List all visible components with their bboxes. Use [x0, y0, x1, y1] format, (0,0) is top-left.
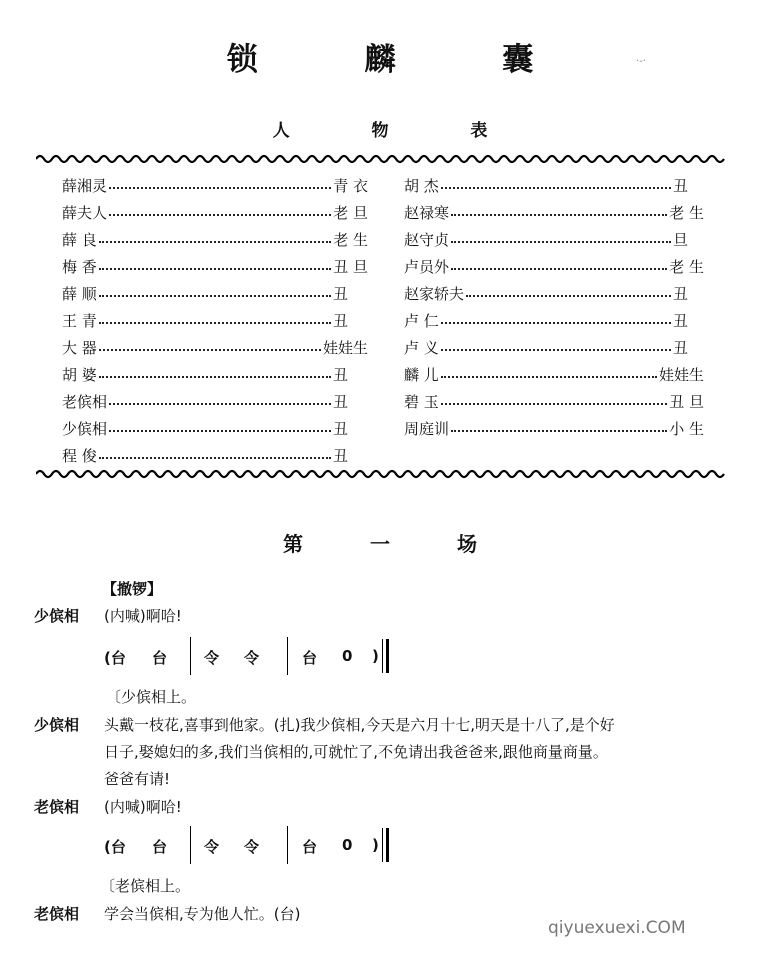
cast-role: 丑 [672, 284, 688, 303]
cast-name: 程 俊 [62, 446, 97, 465]
leader-dots [99, 457, 331, 459]
cast-role: 老 旦 [333, 203, 368, 222]
cast-row [62, 335, 368, 359]
cast-name: 卢员外 [404, 257, 450, 276]
cast-role: 丑 [672, 311, 688, 330]
cast-row [62, 362, 348, 386]
leader-dots [109, 430, 331, 432]
cast-name: 老傧相 [62, 392, 108, 411]
cast-row [62, 200, 368, 224]
cast-role: 青 衣 [333, 176, 368, 195]
cast-role: 小 生 [669, 419, 704, 438]
dialogue-line: 学会当傧相,专为他人忙。(台) [104, 905, 301, 923]
end-bar-thick [386, 828, 389, 862]
beat-syllable: 台 [302, 838, 318, 856]
speaker-label: 少傧相 [34, 607, 80, 625]
cast-role: 丑 [672, 338, 688, 357]
leader-dots [441, 349, 671, 351]
cast-role: 丑 [332, 419, 348, 438]
dialogue-line: 爸爸有请! [104, 770, 171, 788]
stage-cue: 【撤锣】 [102, 580, 163, 598]
stage-direction: 〔老傧相上。 [100, 877, 191, 895]
cast-name: 薛 良 [62, 230, 97, 249]
cast-row [404, 416, 704, 440]
cast-role: 丑 [332, 284, 348, 303]
beat-syllable: 令 [244, 649, 260, 667]
cast-row [62, 389, 348, 413]
cast-role: 丑 [332, 392, 348, 411]
dialogue-line: (内喊)啊哈! [104, 798, 182, 816]
cast-role: 娃娃生 [658, 365, 704, 384]
cast-row [62, 308, 348, 332]
beat-syllable: 台 [302, 649, 318, 667]
cast-row [404, 281, 688, 305]
percussion-notation [104, 826, 404, 866]
bar-line [190, 637, 191, 675]
cast-name: 胡 婆 [62, 365, 97, 384]
cast-role: 丑 [332, 446, 348, 465]
cast-name: 卢 仁 [404, 311, 439, 330]
cast-name: 薛 顺 [62, 284, 97, 303]
site-watermark: qiyuexuexi.COM [548, 918, 686, 938]
cast-name: 梅 香 [62, 257, 97, 276]
beat-syllable: 令 [204, 649, 220, 667]
cast-name: 胡 杰 [404, 176, 439, 195]
cast-row [404, 362, 704, 386]
cast-role: 老 生 [669, 257, 704, 276]
dialogue-line: (内喊)啊哈! [104, 607, 182, 625]
cast-row [404, 308, 688, 332]
leader-dots [99, 376, 331, 378]
leader-dots [99, 295, 331, 297]
cast-role: 丑 [332, 365, 348, 384]
cast-role: 娃娃生 [322, 338, 368, 357]
beat-close: ) [372, 836, 379, 854]
beat-open: (台 [104, 649, 126, 667]
bar-line [190, 826, 191, 864]
cast-name: 少傧相 [62, 419, 108, 438]
cast-name: 周庭训 [404, 419, 450, 438]
leader-dots [451, 430, 667, 432]
cast-role: 旦 [672, 230, 688, 249]
leader-dots [109, 187, 331, 189]
cast-row [404, 335, 688, 359]
cast-role: 丑 旦 [333, 257, 368, 276]
leader-dots [99, 268, 331, 270]
cast-row [62, 227, 368, 251]
cast-role: 老 生 [333, 230, 368, 249]
cast-name: 王 青 [62, 311, 97, 330]
cast-role: 老 生 [669, 203, 704, 222]
cast-name: 麟 儿 [404, 365, 439, 384]
bar-line [287, 826, 288, 864]
cast-name: 卢 义 [404, 338, 439, 357]
beat-rest: 0 [342, 647, 353, 665]
speaker-label: 少傧相 [34, 716, 80, 734]
beat-syllable: 令 [204, 838, 220, 856]
beat-syllable: 台 [152, 838, 168, 856]
cast-row [404, 173, 688, 197]
leader-dots [451, 268, 667, 270]
cast-row [62, 254, 368, 278]
cast-row [62, 173, 368, 197]
cast-name: 薛湘灵 [62, 176, 108, 195]
end-bar-thick [386, 639, 389, 673]
speaker-label: 老傧相 [34, 798, 80, 816]
leader-dots [441, 376, 657, 378]
cast-name: 赵守贞 [404, 230, 450, 249]
dialogue-line: 日子,娶媳妇的多,我们当傧相的,可就忙了,不免请出我爸爸来,跟他商量商量。 [104, 743, 608, 761]
leader-dots [441, 322, 671, 324]
cast-name: 碧 玉 [404, 392, 439, 411]
cast-name: 赵禄寒 [404, 203, 450, 222]
cast-row [404, 389, 704, 413]
leader-dots [441, 403, 667, 405]
cast-row [404, 227, 688, 251]
beat-syllable: 令 [244, 838, 260, 856]
cast-role: 丑 [332, 311, 348, 330]
leader-dots [99, 349, 321, 351]
percussion-notation [104, 637, 404, 677]
beat-open: (台 [104, 838, 126, 856]
bar-line [287, 637, 288, 675]
top-wavy-rule [36, 152, 728, 166]
cast-row [62, 443, 348, 467]
page-title: 锁 麟 囊 [226, 42, 582, 78]
scan-speck: ·-· [636, 56, 646, 67]
leader-dots [466, 295, 671, 297]
cast-name: 薛夫人 [62, 203, 108, 222]
cast-role: 丑 [672, 176, 688, 195]
dialogue-line: 头戴一枝花,喜事到他家。(扎)我少傧相,今天是六月十七,明天是十八了,是个好 [104, 716, 615, 734]
speaker-label: 老傧相 [34, 905, 80, 923]
leader-dots [109, 403, 331, 405]
cast-name: 大 器 [62, 338, 97, 357]
end-bar-thin [382, 639, 383, 673]
leader-dots [109, 214, 331, 216]
leader-dots [451, 241, 671, 243]
leader-dots [99, 241, 331, 243]
cast-row [404, 200, 704, 224]
scene-title: 第 一 场 [283, 532, 507, 556]
beat-syllable: 台 [152, 649, 168, 667]
leader-dots [451, 214, 667, 216]
bottom-wavy-rule [36, 467, 728, 481]
cast-row [62, 416, 348, 440]
beat-rest: 0 [342, 836, 353, 854]
cast-name: 赵家轿夫 [404, 284, 465, 303]
cast-row [62, 281, 348, 305]
cast-role: 丑 旦 [669, 392, 704, 411]
leader-dots [441, 187, 671, 189]
cast-row [404, 254, 704, 278]
stage-direction: 〔少傧相上。 [106, 688, 197, 706]
beat-close: ) [372, 647, 379, 665]
leader-dots [99, 322, 331, 324]
cast-heading: 人 物 表 [272, 121, 526, 141]
end-bar-thin [382, 828, 383, 862]
